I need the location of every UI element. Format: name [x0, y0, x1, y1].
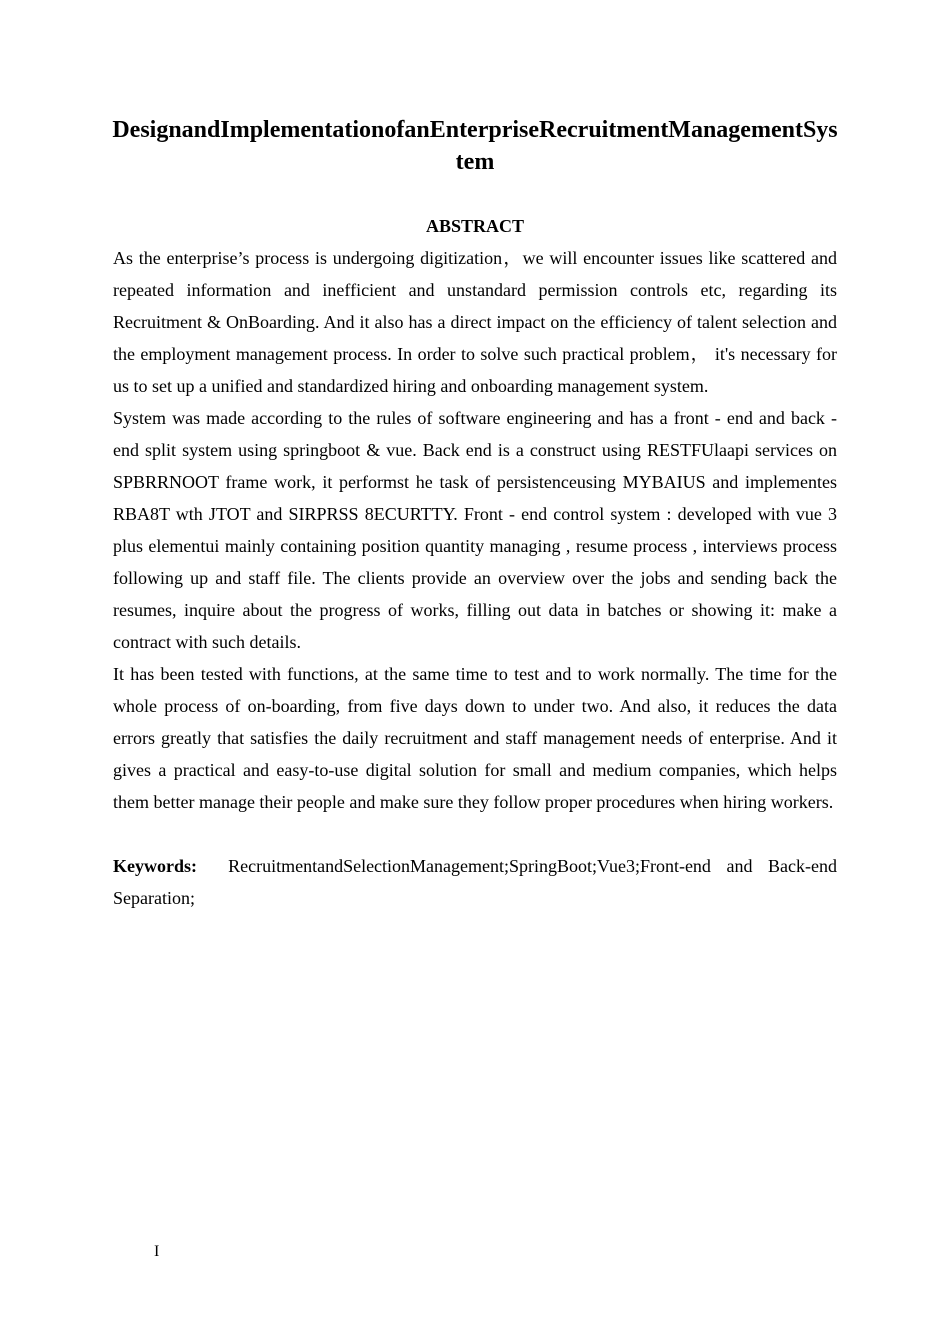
abstract-paragraph-3: It has been tested with functions, at the same time to test and to work normally. The time for the whole process of on-boarding, from five days down to under two. And also, it reduces the data errors greatly that satisfies the daily recruitment and staff management needs of enterprise. And it gives a practical and easy-to-use digital solution for small and medium companies, which helps them better manage their people and make sure they follow proper procedures when hiring workers. [113, 664, 837, 812]
abstract-heading: ABSTRACT [425, 216, 525, 236]
paper-title: DesignandImplementationofanEnterpriseRecruitmentManagementSystem [112, 117, 838, 175]
abstract-paragraph-1: As the enterprise’s process is undergoing digitization，we will encounter issues like scattered and repeated information and inefficient and unstandard permission controls etc, regarding its Recruitment & OnBoarding. And it also has a direct impact on the efficiency of talent selection and the employment management process. In order to solve such practical problem， it's necessary for us to set up a unified and standardized hiring and onboarding management system. [113, 248, 837, 396]
abstract-body [113, 242, 837, 914]
abstract-paragraph-2: System was made according to the rules of software engineering and has a front - end and back - end split system using springboot & vue. Back end is a construct using RESTFUlaapi services on SPBRRNOOT frame work, it performst he task of persistenceusing MYBAIUS and implementes RBA8T wth JTOT and SIRPRSS 8ECURTTY. Front - end control system : developed with vue 3 plus elementui mainly containing position quantity managing , resume process , interviews process following up and staff file. The clients provide an overview over the jobs and sending back the resumes, inquire about the progress of works, filling out data in batches or showing it: make a contract with such details. [113, 408, 837, 652]
keywords-line [113, 850, 837, 914]
page-number: I [154, 1243, 160, 1260]
keywords-text: RecruitmentandSelectionManagement;SpringBoot;Vue3;Front-end and Back-end Separation; [113, 856, 837, 908]
keywords-label: Keywords: [113, 856, 197, 876]
